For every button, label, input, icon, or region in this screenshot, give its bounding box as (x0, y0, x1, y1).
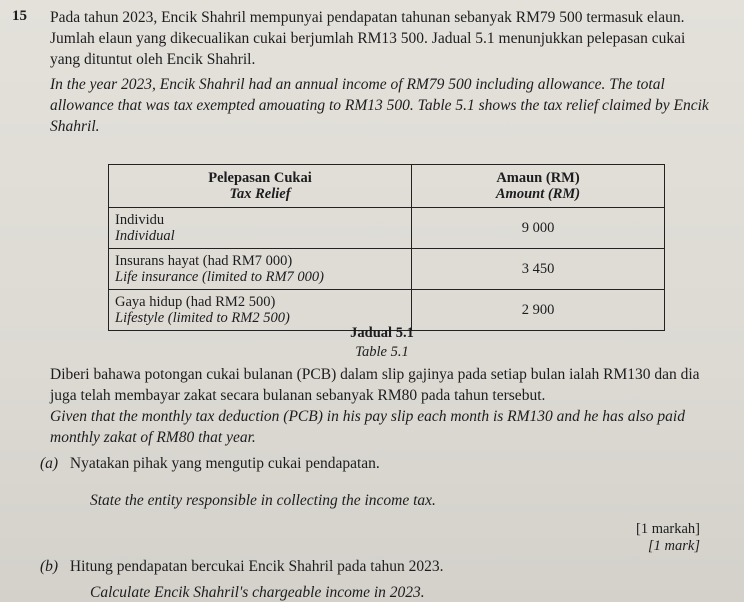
given-english-text: Given that the monthly tax deduction (PCB) in his pay slip each month is RM130 and he has also paid monthly zakat of RM80 that year. (50, 408, 685, 446)
relief-english: Individual (115, 228, 175, 244)
table-caption-english: Table 5.1 (355, 344, 409, 360)
part-a-malay-text: Nyatakan pihak yang mengutip cukai pendapatan. (69, 455, 380, 472)
table-header-row (109, 165, 665, 208)
part-b-question (40, 556, 720, 577)
amount-cell: 9 000 (412, 208, 665, 249)
part-b-malay-text: Hitung pendapatan bercukai Encik Shahril pada tahun 2023. (69, 558, 444, 575)
relief-english: Life insurance (limited to RM7 000) (115, 269, 325, 285)
part-b-english-text: Calculate Encik Shahril's chargeable income in 2023. (90, 584, 425, 601)
relief-english: Lifestyle (limited to RM2 500) (115, 310, 290, 326)
given-malay-text: Diberi bahawa potongan cukai bulanan (PCB) dalam slip gajinya pada setiap bulan ialah RM130 dan dia juga telah membayar zakat secara bulanan sebanyak RM80 pada tahun tersebut. (50, 366, 700, 404)
relief-cell (109, 208, 412, 249)
header-amount-english: Amount (RM) (495, 186, 581, 202)
relief-cell (109, 249, 412, 290)
question-number: 15 (12, 8, 27, 24)
part-a-mark-malay: [1 markah] (635, 521, 700, 537)
table-caption-malay: Jadual 5.1 (350, 325, 414, 341)
part-a-label: (a) (40, 455, 59, 472)
intro-paragraph (50, 7, 718, 137)
given-paragraph (50, 364, 718, 448)
relief-malay: Individu (115, 212, 165, 228)
part-a-mark-english: [1 mark] (648, 538, 700, 554)
header-relief-english: Tax Relief (229, 186, 291, 202)
relief-malay: Insurans hayat (had RM7 000) (115, 253, 293, 269)
table-row (109, 249, 665, 290)
header-amount-malay: Amaun (RM) (496, 170, 580, 186)
intro-malay-text: Pada tahun 2023, Encik Shahril mempunyai pendapatan tahunan sebanyak RM79 500 termasuk elaun. Jumlah elaun yang dikecualikan cukai berjumlah RM13 500. Jadual 5.1 menunjukkan pelepasan cukai yang dituntut oleh Encik Shahril. (50, 9, 686, 68)
part-a-english-text: State the entity responsible in collecting the income tax. (90, 492, 436, 509)
amount-cell: 3 450 (412, 249, 665, 290)
intro-english-text: In the year 2023, Encik Shahril had an annual income of RM79 500 including allowance. The total allowance that was tax exempted amouating to RM13 500. Table 5.1 shows the tax relief claimed by Encik Shahril. (50, 76, 709, 135)
header-relief (109, 165, 412, 208)
amount-cell: 2 900 (412, 290, 665, 331)
header-amount (412, 165, 665, 208)
tax-relief-table (108, 164, 665, 331)
relief-malay: Gaya hidup (had RM2 500) (115, 294, 276, 310)
header-relief-malay: Pelepasan Cukai (208, 170, 312, 186)
part-a-question (40, 453, 720, 474)
table-row (109, 208, 665, 249)
part-b-label: (b) (40, 558, 59, 575)
